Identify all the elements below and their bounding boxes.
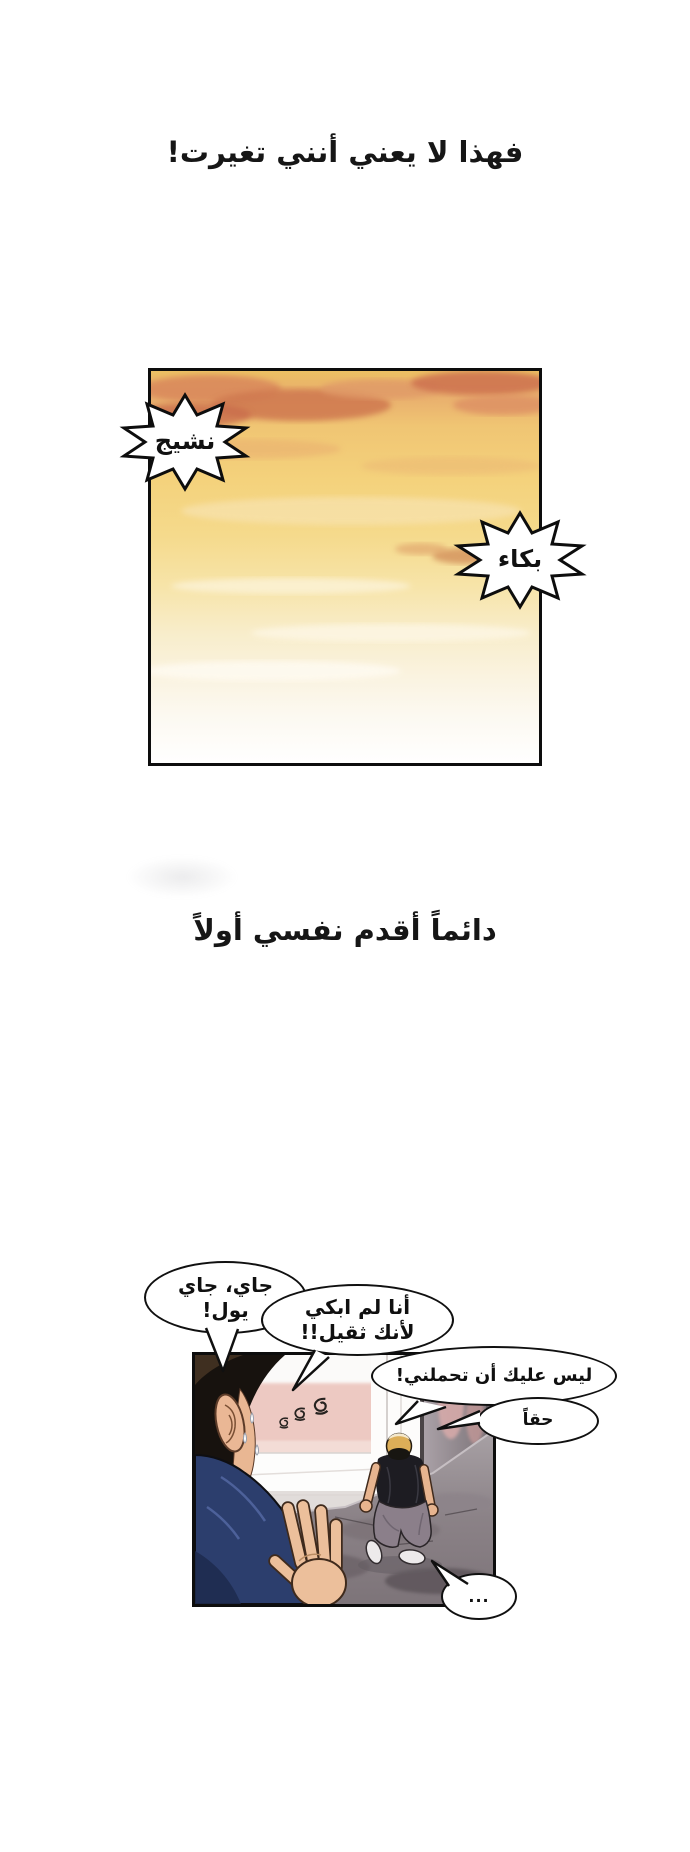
sfx-burst-sob [116,390,254,494]
speech-bubble-cry [261,1284,454,1356]
narration-mid: دائماً أقدم نفسي أولاً [193,913,497,947]
sfx-burst-cry [450,509,590,611]
speech-line: حقاً [522,1410,554,1431]
speech-bubble-tail [436,1409,482,1431]
faint-smudge [126,856,238,898]
speech-line: لأنك ثقيل!! [300,1320,415,1344]
speech-bubble-carry [371,1346,617,1406]
sfx-sob-text: نشيج [154,427,216,455]
speech-bubble-tail [286,1349,332,1393]
speech-line: جاي، جاي [177,1272,274,1297]
speech-line: ليس عليك أن تحملني! [395,1364,593,1386]
sfx-cry-text: بكاء [497,545,543,573]
speech-bubble-really [477,1397,599,1445]
speech-bubble-tail [202,1327,242,1373]
speech-bubble-tail [429,1559,471,1587]
speech-line: أنا لم ابكي [304,1295,411,1319]
speech-line: ... [468,1586,490,1606]
narration-top: فهذا لا يعني أنني تغيرت! [166,135,524,169]
speech-line: يول! [202,1297,249,1322]
